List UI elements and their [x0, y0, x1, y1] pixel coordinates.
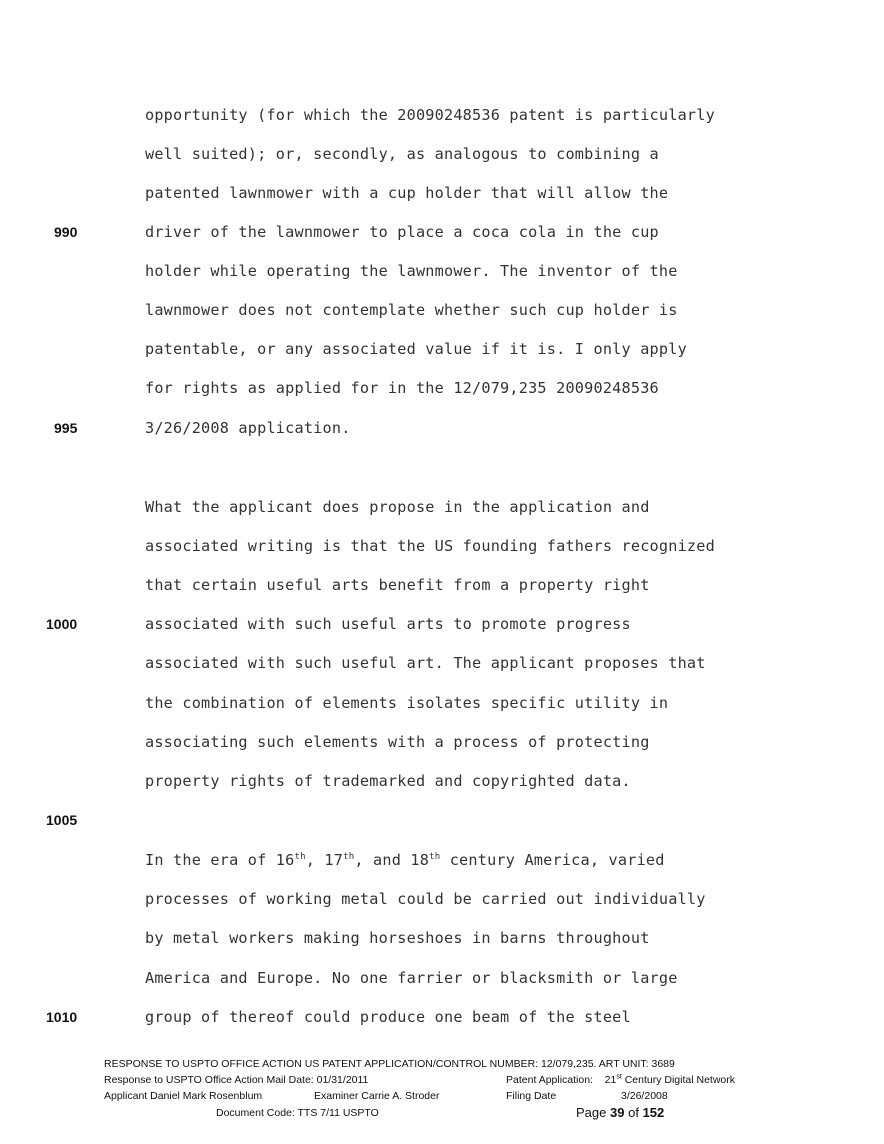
footer-line-1: RESPONSE TO USPTO OFFICE ACTION US PATENT APPLICATION/CONTROL NUMBER: 12/079,235. ART UNIT: 3689 [104, 1058, 675, 1070]
body-line-10: What the applicant does propose in the application and [145, 498, 650, 516]
footer-document-code: Document Code: TTS 7/11 USPTO [216, 1107, 379, 1119]
body-line-14: associated with such useful art. The applicant proposes that [145, 654, 706, 672]
body-line-7: patentable, or any associated value if it is. I only apply [145, 340, 687, 358]
body-line-5: holder while operating the lawnmower. The inventor of the [145, 262, 678, 280]
footer-filing-label: Filing Date [506, 1090, 557, 1102]
body-line-21: group of thereof could produce one beam of the steel [145, 1008, 631, 1026]
body-line-20: America and Europe. No one farrier or blacksmith or large [145, 969, 678, 987]
era-sup-2: th [343, 851, 355, 862]
body-line-2: well suited); or, secondly, as analogous to combining a [145, 145, 659, 163]
body-line-11: associated writing is that the US founding fathers recognized [145, 537, 715, 555]
body-line-16: associating such elements with a process of protecting [145, 733, 650, 751]
footer-page-number [576, 1105, 664, 1120]
line-number-995: 995 [54, 420, 78, 436]
era-prefix: In the era of 16 [145, 851, 295, 869]
era-sup-3: th [429, 851, 441, 862]
era-suffix: century America, varied [440, 851, 665, 869]
line-number-1000: 1000 [46, 616, 78, 632]
body-line-8: for rights as applied for in the 12/079,235 20090248536 [145, 379, 659, 397]
footer-patent-app-num: 21 [604, 1074, 617, 1086]
footer-filing-date: 3/26/2008 [621, 1090, 668, 1102]
footer-page-total: 152 [642, 1105, 665, 1120]
body-line-1: opportunity (for which the 20090248536 patent is particularly [145, 106, 715, 124]
body-line-15: the combination of elements isolates specific utility in [145, 694, 669, 712]
body-line-13: associated with such useful arts to promote progress [145, 615, 631, 633]
body-line-17: property rights of trademarked and copyrighted data. [145, 772, 631, 790]
body-line-19: by metal workers making horseshoes in barns throughout [145, 929, 650, 947]
era-mid-1: , 17 [305, 851, 344, 869]
footer-patent-application [506, 1074, 735, 1086]
line-number-990: 990 [54, 224, 78, 240]
line-number-1005: 1005 [46, 812, 78, 828]
body-line-3: patented lawnmower with a cup holder that will allow the [145, 184, 669, 202]
body-line-6: lawnmower does not contemplate whether such cup holder is [145, 301, 678, 319]
footer-patent-app-sup: st [616, 1073, 622, 1081]
footer-patent-app-label: Patent Application: [506, 1074, 593, 1086]
line-number-1010: 1010 [46, 1009, 78, 1025]
era-sup-1: th [294, 851, 306, 862]
footer-page-of: of [628, 1105, 639, 1120]
footer-page-current: 39 [610, 1105, 625, 1120]
footer-response-date: Response to USPTO Office Action Mail Date: 01/31/2011 [104, 1074, 369, 1086]
footer-examiner: Examiner Carrie A. Stroder [314, 1090, 440, 1102]
footer-patent-app-rest: Century Digital Network [621, 1074, 735, 1086]
body-line-12: that certain useful arts benefit from a property right [145, 576, 650, 594]
body-line-9: 3/26/2008 application. [145, 419, 351, 437]
era-mid-2: , and 18 [354, 851, 430, 869]
footer-applicant: Applicant Daniel Mark Rosenblum [104, 1090, 263, 1102]
body-line-18: processes of working metal could be carried out individually [145, 890, 706, 908]
body-line-4: driver of the lawnmower to place a coca cola in the cup [145, 223, 659, 241]
footer-page-word: Page [576, 1105, 607, 1120]
era-line [145, 851, 845, 869]
